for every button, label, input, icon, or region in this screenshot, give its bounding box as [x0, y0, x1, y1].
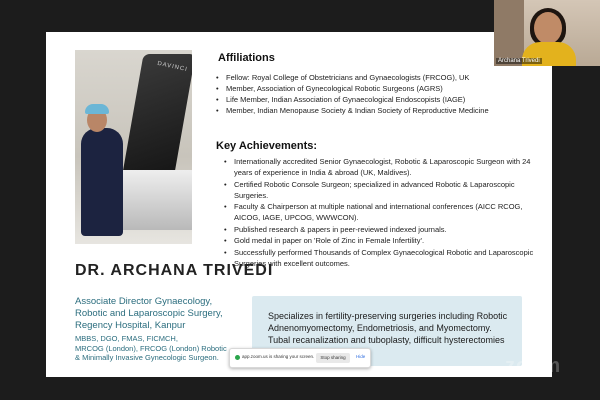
- share-status-icon: [235, 355, 240, 360]
- achievement-item: • Published research & papers in peer-reviewed indexed journals.: [224, 224, 542, 235]
- shared-slide: [46, 32, 552, 377]
- achievements-title: Key Achievements:: [216, 140, 318, 152]
- surgical-cap: [85, 104, 109, 114]
- screen-share-bar: [229, 348, 371, 368]
- participant-face: [534, 12, 562, 44]
- achievement-item: • Successfully performed Thousands of Complex Gynaecological Robotic and Laparoscopic Surgeries with excellent outcomes.: [224, 247, 542, 269]
- affiliation-item: • Member, Indian Menopause Society & Indian Society of Reproductive Medicine: [216, 105, 526, 116]
- stop-sharing-button[interactable]: Stop sharing: [316, 353, 350, 363]
- doctor-name: DR. ARCHANA TRIVEDI: [75, 262, 274, 279]
- console-brand-text: DAVINCI: [156, 60, 189, 74]
- affiliation-item: • Member, Association of Gynecological Robotic Surgeons (AGRS): [216, 83, 526, 94]
- achievement-item: • Certified Robotic Console Surgeon; specialized in advanced Robotic & Laparoscopic Surgeries.: [224, 179, 542, 201]
- achievement-item: • Gold medal in paper on 'Role of Zinc in Female Infertility'.: [224, 235, 542, 246]
- zoom-watermark: zoom: [505, 355, 562, 377]
- doctor-credentials: MBBS, DGO, FMAS, FICMCH, MRCOG (London), FRCOG (London) Robotic & Minimally Invasive Gynecologic Surgeon.: [75, 334, 227, 362]
- affiliation-item: • Life Member, Indian Association of Gynaecological Endoscopists (IAGE): [216, 94, 526, 105]
- achievement-item: • Internationally accredited Senior Gynaecologist, Robotic & Laparoscopic Surgeon with 24 years of experience in India & abroad (UK, Maldives).: [224, 156, 542, 178]
- video-background: [494, 0, 524, 66]
- affiliations-title: Affiliations: [218, 52, 275, 64]
- share-message: app.zoom.us is sharing your screen.: [242, 354, 315, 359]
- doctor-role: Associate Director Gynaecology, Robotic and Laparoscopic Surgery, Regency Hospital, Kanpur: [75, 296, 223, 331]
- doctor-figure: [81, 128, 123, 236]
- robot-console-base: [115, 170, 192, 230]
- affiliation-item: • Fellow: Royal College of Obstetricians and Gynaecologists (FRCOG), UK: [216, 72, 526, 83]
- hide-share-bar-link[interactable]: Hide: [356, 354, 366, 359]
- specialization-text: Specializes in fertility-preserving surgeries including Robotic Adnenomyomectomy, Endometriosis, and Myomectomy. Tubal recanalization and tuboplasty, difficult hysterectomies: [268, 311, 508, 345]
- doctor-photo: [75, 50, 192, 244]
- achievements-list: [224, 156, 542, 269]
- affiliations-list: [216, 72, 526, 116]
- participant-video-tile[interactable]: [494, 0, 600, 66]
- participant-name-label: Archana Trivedi: [498, 58, 540, 64]
- achievement-item: • Faculty & Chairperson at multiple national and international conferences (AICC RCOG, AICOG, IAGE, UPCOG, WWWCON).: [224, 201, 542, 223]
